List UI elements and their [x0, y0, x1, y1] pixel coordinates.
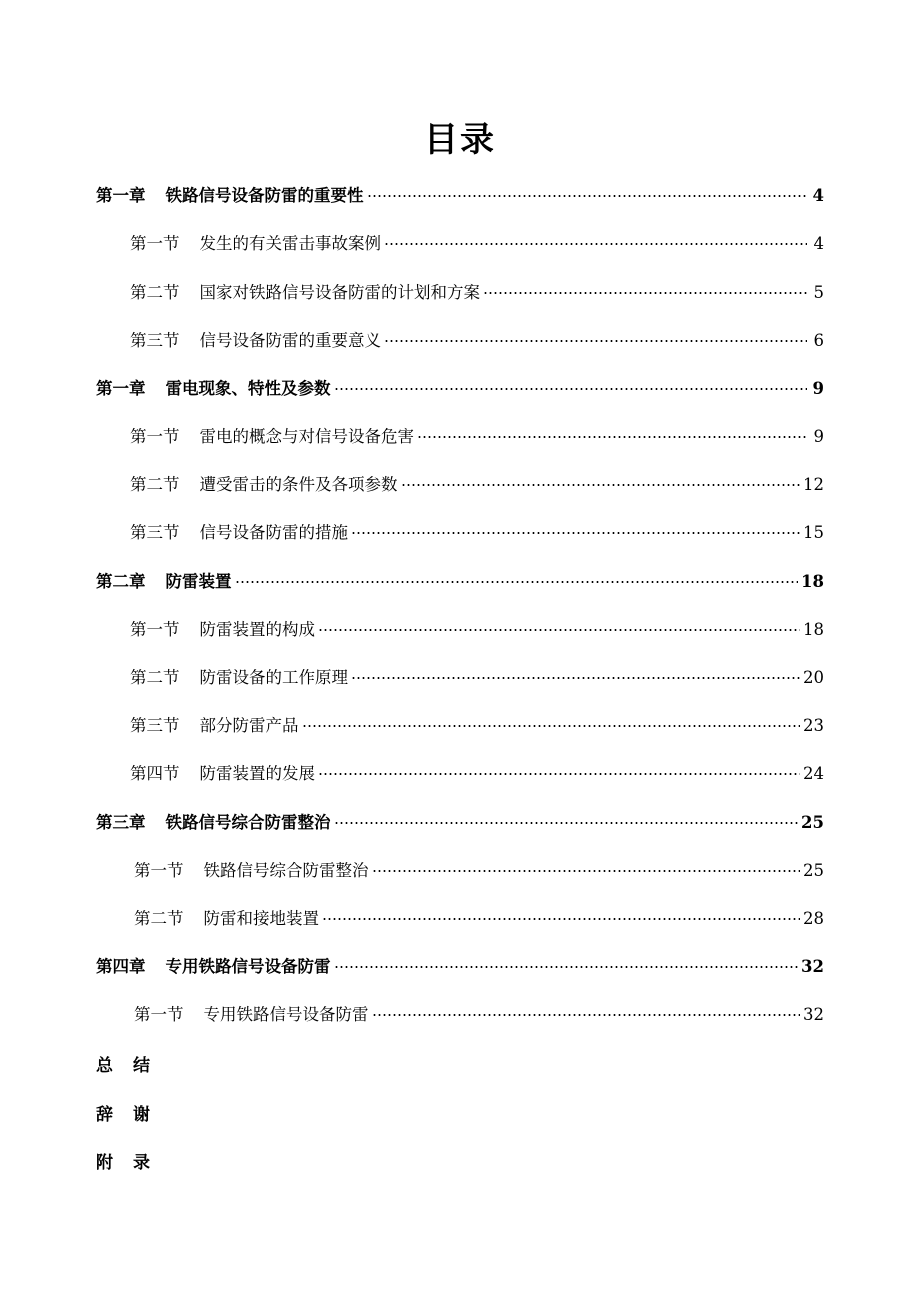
section-title: 遭受雷击的条件及各项参数	[199, 475, 398, 494]
toc-appendix[interactable]: 附录	[96, 1153, 170, 1173]
toc-title: 目录	[424, 120, 496, 160]
chapter-title: 防雷装置	[165, 572, 232, 591]
dot-leader	[318, 629, 800, 631]
toc-section[interactable]	[130, 714, 824, 738]
section-title: 部分防雷产品	[199, 716, 299, 735]
chapter-number: 第一章	[96, 379, 146, 398]
section-title: 雷电的概念与对信号设备危害	[199, 427, 414, 446]
page-number: 6	[813, 331, 824, 350]
section-number: 第三节	[130, 716, 180, 735]
toc-section[interactable]	[130, 473, 824, 497]
page-number: 4	[812, 186, 824, 205]
section-title: 防雷和接地装置	[203, 909, 319, 928]
dot-leader	[235, 581, 799, 583]
page-number: 25	[801, 813, 824, 832]
section-title: 信号设备防雷的重要意义	[199, 331, 381, 350]
section-title: 防雷装置的发展	[199, 764, 315, 783]
toc-acknowledgement[interactable]: 辞谢	[96, 1105, 170, 1125]
toc-chapter[interactable]	[96, 570, 824, 594]
toc-summary[interactable]: 总结	[96, 1056, 170, 1076]
section-number: 第一节	[130, 234, 180, 253]
section-number: 第一节	[130, 427, 180, 446]
page-number: 23	[803, 716, 824, 735]
section-number: 第二节	[130, 475, 180, 494]
dot-leader	[351, 677, 800, 679]
page-number: 4	[813, 234, 824, 253]
toc-section[interactable]	[130, 232, 824, 256]
dot-leader	[334, 822, 799, 824]
section-number: 第三节	[130, 331, 180, 350]
section-title: 发生的有关雷击事故案例	[199, 234, 381, 253]
dot-leader	[372, 870, 801, 872]
dot-leader	[401, 484, 801, 486]
section-number: 第二节	[130, 283, 180, 302]
dot-leader	[372, 1014, 801, 1016]
toc-chapter[interactable]	[96, 184, 824, 208]
toc-section[interactable]	[130, 666, 824, 690]
chapter-title: 铁路信号综合防雷整治	[165, 813, 331, 832]
dot-leader	[334, 388, 808, 390]
section-title: 专用铁路信号设备防雷	[203, 1005, 369, 1024]
page-number: 9	[813, 427, 824, 446]
page-number: 5	[813, 283, 824, 302]
section-title: 国家对铁路信号设备防雷的计划和方案	[199, 283, 480, 302]
toc-section[interactable]	[130, 281, 824, 305]
chapter-number: 第一章	[96, 186, 146, 205]
dot-leader	[367, 195, 808, 197]
dot-leader	[351, 532, 800, 534]
page-number: 24	[803, 764, 824, 783]
section-number: 第二节	[130, 668, 180, 687]
page-number: 25	[803, 861, 824, 880]
section-number: 第一节	[130, 620, 180, 639]
section-number: 第一节	[134, 1005, 184, 1024]
toc-section[interactable]	[130, 425, 824, 449]
page-number: 18	[801, 572, 824, 591]
toc-chapter[interactable]	[96, 811, 824, 835]
chapter-number: 第三章	[96, 813, 146, 832]
section-number: 第四节	[130, 764, 180, 783]
toc-section[interactable]	[130, 521, 824, 545]
dot-leader	[384, 243, 807, 245]
page-number: 20	[803, 668, 824, 687]
section-title: 防雷设备的工作原理	[199, 668, 348, 687]
section-title: 信号设备防雷的措施	[199, 523, 348, 542]
section-number: 第二节	[134, 909, 184, 928]
page-number: 28	[803, 909, 824, 928]
dot-leader	[322, 918, 800, 920]
page-number: 32	[803, 1005, 824, 1024]
page-number: 9	[812, 379, 824, 398]
page-number: 32	[801, 957, 824, 976]
page-number: 15	[803, 523, 824, 542]
page-number: 18	[803, 620, 824, 639]
dot-leader	[417, 436, 807, 438]
chapter-number: 第四章	[96, 957, 146, 976]
chapter-number: 第二章	[96, 572, 146, 591]
section-number: 第三节	[130, 523, 180, 542]
chapter-title: 雷电现象、特性及参数	[165, 379, 331, 398]
toc-section[interactable]	[134, 1003, 824, 1027]
toc-section[interactable]	[130, 762, 824, 786]
section-title: 防雷装置的构成	[199, 620, 315, 639]
dot-leader	[483, 292, 807, 294]
toc-chapter[interactable]	[96, 377, 824, 401]
dot-leader	[318, 773, 800, 775]
toc-section[interactable]	[134, 907, 824, 931]
chapter-title: 专用铁路信号设备防雷	[165, 957, 331, 976]
page-number: 12	[803, 475, 824, 494]
toc-section[interactable]	[130, 618, 824, 642]
dot-leader	[334, 966, 799, 968]
toc-chapter[interactable]	[96, 955, 824, 979]
toc-section[interactable]	[130, 329, 824, 353]
section-title: 铁路信号综合防雷整治	[203, 861, 369, 880]
dot-leader	[302, 725, 801, 727]
chapter-title: 铁路信号设备防雷的重要性	[165, 186, 364, 205]
toc-section[interactable]	[134, 859, 824, 883]
dot-leader	[384, 340, 807, 342]
section-number: 第一节	[134, 861, 184, 880]
